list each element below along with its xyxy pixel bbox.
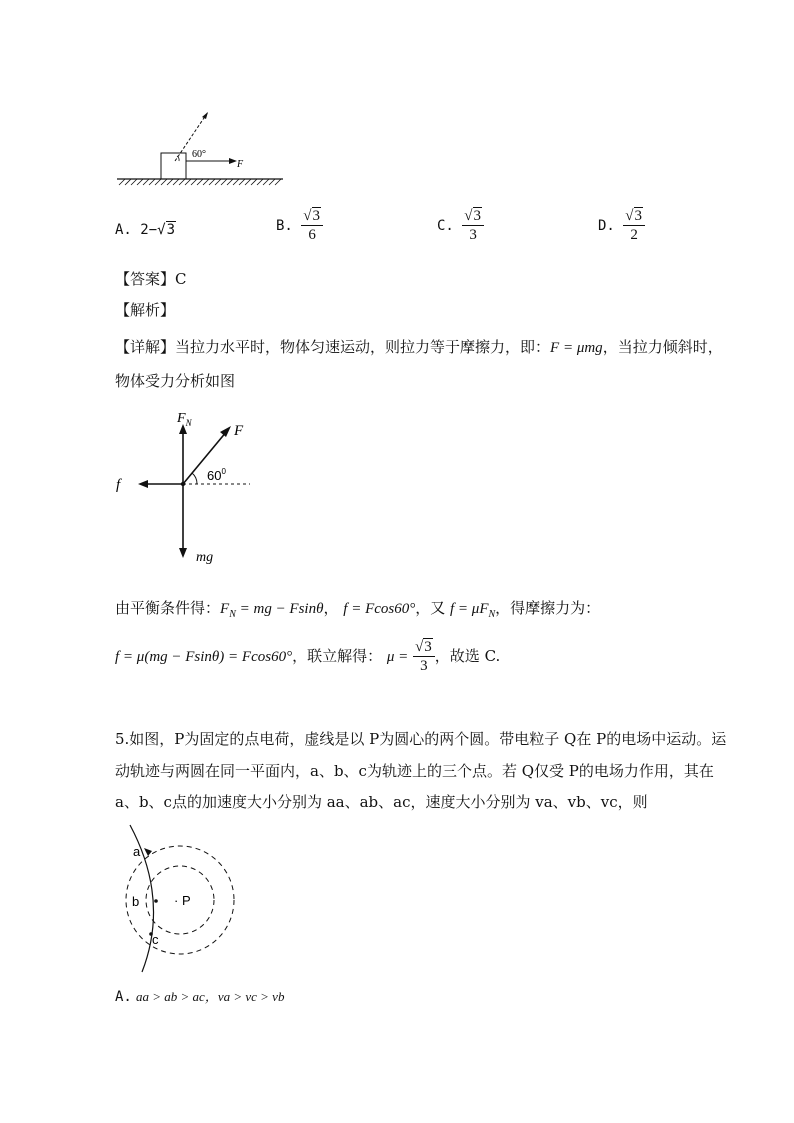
weight-label: mg [196, 550, 214, 565]
option-b: B. √ $\frac{3}{6}$ [276, 208, 323, 244]
force-label: F [237, 159, 244, 170]
equation-line-2: f = μ(mg − Fsinθ) = Fcos60°，联立解得： μ = √ $\frac{3}{3}$ ，故选 C. [115, 636, 500, 677]
point-a-label: a [133, 844, 141, 859]
option-a: A. 2−√ 3 [115, 222, 176, 238]
point-p-label: · P [174, 893, 191, 908]
angle-label: 60° [192, 149, 206, 160]
fn-label: $F_N$ [177, 411, 192, 428]
question-5-line-3: a、b、c点的加速度大小分别为 aa、ab、ac，速度大小分别为 va、vb、vc，则 [115, 793, 648, 811]
angle-60-label: $60^0$ [207, 467, 226, 483]
friction-label: f [116, 477, 121, 493]
detail-line-1: 【详解】当拉力水平时，物体匀速运动，则拉力等于摩擦力，即：F = μmg，当拉力倾斜时， [115, 338, 723, 356]
point-c-label: c [152, 932, 159, 947]
detail-line-2: 物体受力分析如图 [115, 372, 236, 390]
question-5-line-2: 动轨迹与两圆在同一平面内，a、b、c为轨迹上的三个点。若 Q仅受 P的电场力作用，其在 [115, 762, 714, 780]
question-5-option-a: A. aa > ab > ac，va > vc > vb [115, 989, 285, 1005]
analysis-heading: 【解析】 [115, 301, 176, 319]
f-label: F [234, 423, 244, 439]
equation-line-1: 由平衡条件得：$F_N$ = mg − Fsinθ， f = Fcos60°，又 $f = \mu F_N$，得摩擦力为： [115, 599, 601, 620]
option-c: C. √ $\frac{3}{3}$ [437, 208, 484, 244]
trajectory-figure [118, 820, 248, 980]
question-5-line-1: 5.如图，P为固定的点电荷，虚线是以 P为圆心的两个圆。带电粒子 Q在 P的电场中运动。运 [115, 730, 727, 748]
answer-line: 【答案】C [115, 270, 187, 288]
force-diagram [110, 408, 270, 573]
option-d: D. √ $\frac{3}{2}$ [598, 208, 645, 244]
point-b-label: b [132, 894, 140, 909]
block-force-figure [115, 108, 285, 188]
